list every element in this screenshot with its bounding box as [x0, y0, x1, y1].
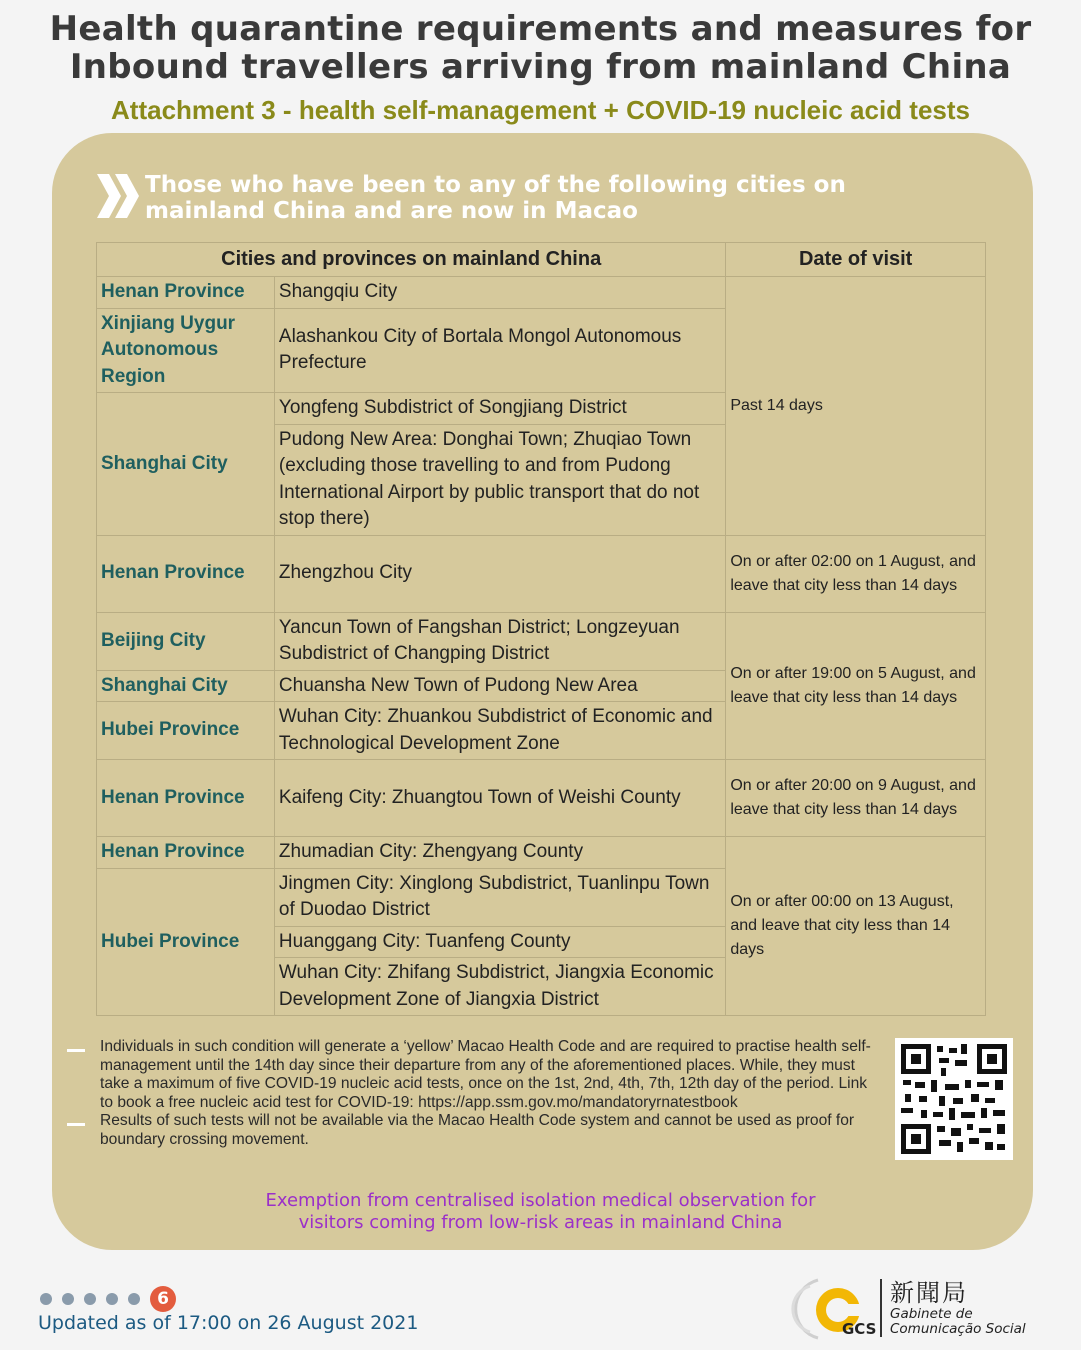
table-row — [97, 277, 986, 309]
double-chevron-icon — [95, 172, 141, 220]
page-title — [0, 10, 1081, 86]
updated-timestamp: Updated as of 17:00 on 26 August 2021 — [38, 1312, 419, 1334]
intro-line-2: mainland China and are now in Macao — [145, 198, 638, 224]
place-cell: Yongfeng Subdistrict of Songjiang District — [274, 393, 725, 425]
place-cell: Jingmen City: Xinglong Subdistrict, Tuanlinpu Town of Duodao District — [274, 868, 725, 926]
date-cell: Past 14 days — [726, 277, 986, 536]
page-dot[interactable] — [128, 1293, 140, 1305]
page-dot[interactable] — [84, 1293, 96, 1305]
logo-portuguese-line-2: Comunicação Social — [890, 1321, 1026, 1337]
column-header-date: Date of visit — [726, 243, 986, 277]
page-dot[interactable] — [62, 1293, 74, 1305]
page-dot[interactable] — [106, 1293, 118, 1305]
note-text: Individuals in such condition will generate a ‘yellow’ Macao Health Code and are required to practise health self-management until the 14th day since their departure from any of the aforementioned places. While, they must take a maximum of five COVID-19 nucleic acid tests, once on the 1st, 2nd, 4th, 7th, 12th day of the period. Link to book a free nucleic acid test for COVID-19: https://app.ssm.gov.mo/mandatoryrnatestbook — [100, 1038, 871, 1111]
region-cell: Beijing City — [97, 612, 275, 670]
place-cell: Zhengzhou City — [274, 535, 725, 612]
region-cell: Henan Province — [97, 277, 275, 309]
exemption-line-1: Exemption from centralised isolation medical observation for — [265, 1190, 816, 1211]
intro-line-1: Those who have been to any of the following cities on — [145, 172, 846, 198]
dash-bullet-icon — [66, 1038, 100, 1112]
intro-text — [145, 172, 925, 224]
table-row — [97, 535, 986, 612]
place-cell: Huanggang City: Tuanfeng County — [274, 926, 725, 958]
qr-code[interactable] — [895, 1038, 1013, 1160]
region-cell: Henan Province — [97, 760, 275, 837]
page-subtitle: Attachment 3 - health self-management + COVID-19 nucleic acid tests — [111, 95, 970, 125]
current-page-badge: 6 — [150, 1286, 176, 1312]
logo-mark-text: GCS — [842, 1320, 877, 1338]
place-cell: Wuhan City: Zhifang Subdistrict, Jiangxia Economic Development Zone of Jiangxia District — [274, 958, 725, 1016]
dash-bullet-icon — [66, 1112, 100, 1149]
logo-portuguese-line-1: Gabinete de — [890, 1306, 973, 1322]
table-row — [97, 837, 986, 869]
table-header-row — [97, 243, 986, 277]
place-cell: Chuansha New Town of Pudong New Area — [274, 670, 725, 702]
column-header-cities: Cities and provinces on mainland China — [97, 243, 726, 277]
gcs-logo — [788, 1272, 1058, 1344]
place-cell: Pudong New Area: Donghai Town; Zhuqiao Town (excluding those travelling to and from Pudong International Airport by public transport that do not stop there) — [274, 424, 725, 535]
place-cell: Kaifeng City: Zhuangtou Town of Weishi County — [274, 760, 725, 837]
page-indicator — [40, 1286, 176, 1312]
region-cell: Shanghai City — [97, 670, 275, 702]
cities-table — [96, 242, 986, 1016]
place-cell: Shangqiu City — [274, 277, 725, 309]
place-cell: Alashankou City of Bortala Mongol Autonomous Prefecture — [274, 308, 725, 393]
place-cell: Zhumadian City: Zhengyang County — [274, 837, 725, 869]
region-cell: Shanghai City — [97, 393, 275, 536]
title-line-2: Inbound travellers arriving from mainland China — [69, 47, 1012, 87]
logo-text — [890, 1279, 1026, 1337]
region-cell: Xinjiang Uygur Autonomous Region — [97, 308, 275, 393]
region-cell: Henan Province — [97, 535, 275, 612]
table-row — [97, 612, 986, 670]
region-cell: Hubei Province — [97, 702, 275, 760]
region-cell: Hubei Province — [97, 868, 275, 1016]
note-item — [66, 1038, 876, 1112]
note-text: Results of such tests will not be available via the Macao Health Code system and cannot be used as proof for boundary crossing movement. — [100, 1112, 855, 1148]
region-cell: Henan Province — [97, 837, 275, 869]
date-cell: On or after 00:00 on 13 August, and leave that city less than 14 days — [726, 837, 986, 1016]
table-row — [97, 760, 986, 837]
intro-heading — [95, 172, 925, 224]
place-cell: Yancun Town of Fangshan District; Longzeyuan Subdistrict of Changping District — [274, 612, 725, 670]
title-line-1: Health quarantine requirements and measures for — [49, 9, 1032, 49]
exemption-line-2: visitors coming from low-risk areas in mainland China — [298, 1212, 783, 1233]
logo-divider — [880, 1279, 882, 1337]
notes-list — [66, 1038, 876, 1149]
date-cell: On or after 20:00 on 9 August, and leave that city less than 14 days — [726, 760, 986, 837]
place-cell: Wuhan City: Zhuankou Subdistrict of Economic and Technological Development Zone — [274, 702, 725, 760]
qr-code-icon — [901, 1044, 1007, 1154]
gcs-logo-icon — [788, 1272, 878, 1344]
date-cell: On or after 19:00 on 5 August, and leave that city less than 14 days — [726, 612, 986, 760]
date-cell: On or after 02:00 on 1 August, and leave that city less than 14 days — [726, 535, 986, 612]
exemption-link[interactable] — [0, 1190, 1081, 1234]
logo-chinese-name: 新聞局 — [890, 1279, 968, 1307]
note-item — [66, 1112, 876, 1149]
page-dot[interactable] — [40, 1293, 52, 1305]
